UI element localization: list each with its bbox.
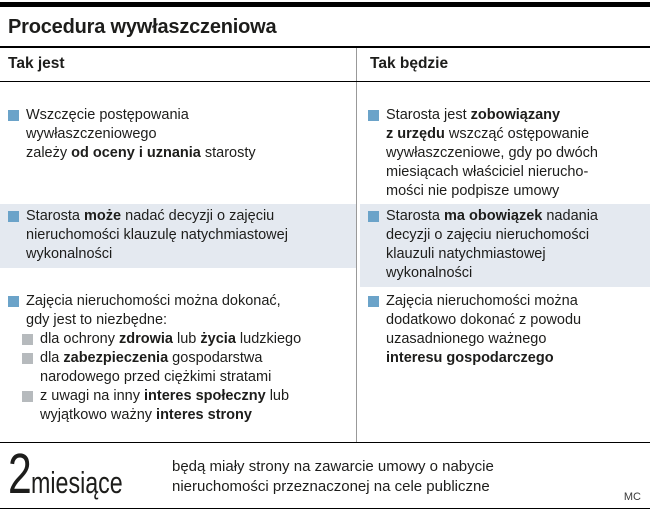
- top-rule: [0, 2, 650, 7]
- footer-number: 2: [8, 442, 32, 506]
- sub-bullet-icon: [22, 391, 33, 402]
- bullet-icon: [368, 110, 379, 121]
- table-row: [0, 292, 356, 330]
- bullet-icon: [8, 110, 19, 121]
- column-header-tak-bedzie: Tak będzie: [370, 55, 449, 72]
- row-text: z uwagi na inny interes społeczny lub wyjątkowo ważny interes strony: [40, 388, 290, 423]
- footer: [0, 443, 650, 509]
- row-text: Zajęcia nieruchomości można dodatkowo dokonać z powodu uzasadnionego ważnego interesu gospodarczego: [386, 293, 582, 366]
- footer-big-number: [8, 442, 158, 508]
- credit: MC: [623, 491, 641, 503]
- row-text: Starosta jest zobowiązany z urzędu wszcząć ostępowanie wywłaszczeniowe, gdy po dwóch miesiącach właściciel nierucho- mości nie podpisze umowy: [386, 107, 598, 199]
- bullet-icon: [8, 211, 19, 222]
- table-row: [0, 204, 356, 268]
- table-row: [0, 349, 356, 387]
- footer-text-line2: nieruchomości przeznaczonej na cele publiczne: [172, 478, 490, 495]
- column-right-rows: [357, 82, 650, 442]
- table-row: [0, 330, 356, 349]
- table-row: [0, 106, 356, 163]
- footer-text: [172, 449, 494, 497]
- infographic: [0, 2, 650, 509]
- table-row: [360, 204, 650, 287]
- row-text: Zajęcia nieruchomości można dokonać, gdy jest to niezbędne:: [26, 293, 281, 328]
- row-text: dla ochrony zdrowia lub życia ludzkiego: [40, 331, 302, 347]
- bullet-icon: [8, 296, 19, 307]
- comparison-table: [0, 46, 650, 443]
- column-header-tak-jest: Tak jest: [0, 48, 357, 81]
- footer-text-line1: będą miały strony na zawarcie umowy o nabycie: [172, 458, 494, 475]
- footer-unit: miesiące: [30, 465, 123, 500]
- column-left-rows: [0, 82, 357, 442]
- table-body: [0, 82, 650, 443]
- table-header-row: [0, 48, 650, 82]
- sub-bullet-icon: [22, 353, 33, 364]
- row-text: Wszczęcie postępowania wywłaszczeniowego zależy od oceny i uznania starosty: [26, 107, 256, 161]
- table-row: [0, 387, 356, 425]
- row-text: Starosta ma obowiązek nadania decyzji o zajęciu nieruchomości klauzuli natychmiastowej wykonalności: [386, 208, 598, 281]
- table-row: [360, 106, 650, 201]
- row-text: dla zabezpieczenia gospodarstwa narodowego przed ciężkimi stratami: [40, 350, 272, 385]
- table-row: [360, 292, 650, 368]
- row-text: Starosta może nadać decyzji o zajęciu nieruchomości klauzulę natychmiastowej wykonalności: [26, 208, 288, 262]
- page-title: Procedura wywłaszczeniowa: [8, 16, 277, 38]
- bullet-icon: [368, 211, 379, 222]
- bullet-icon: [368, 296, 379, 307]
- sub-bullet-icon: [22, 334, 33, 345]
